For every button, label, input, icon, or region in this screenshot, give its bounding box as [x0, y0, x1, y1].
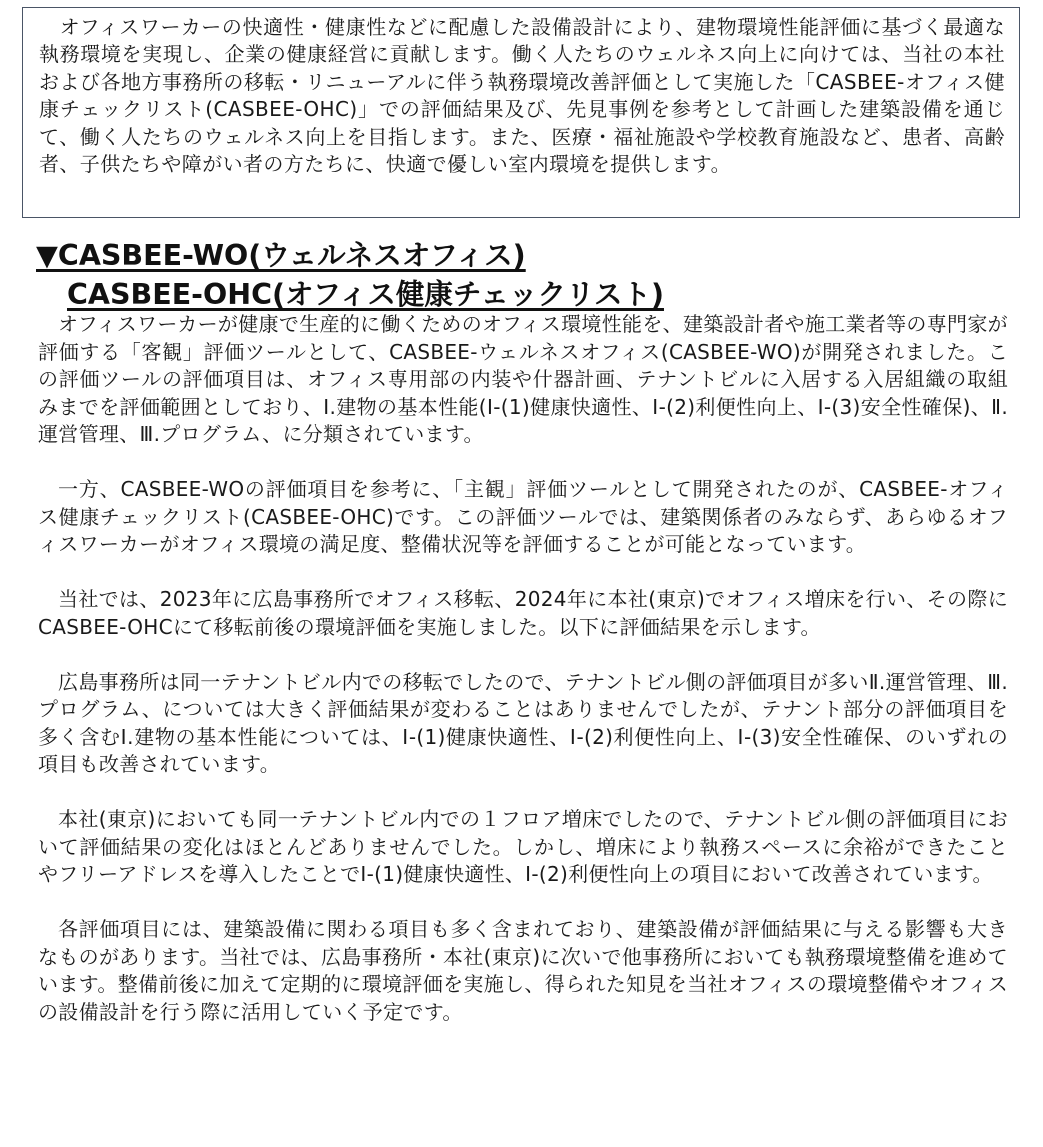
paragraph-company-evaluation: 当社では、2023年に広島事務所でオフィス移転、2024年に本社(東京)でオフィス増床を行い、その際にCASBEE-OHCにて移転前後の環境評価を実施しました。以下に評価結果を示します。 [38, 587, 1008, 639]
intro-text: オフィスワーカーの快適性・健康性などに配慮した設備設計により、建物環境性能評価に基づく最適な執務環境を実現し、企業の健康経営に貢献します。働く人たちのウェルネス向上に向けては、当社の本社および各地方事務所の移転・リニューアルに伴う執務環境改善評価として実施した「CASBEE-オフィス健康チェックリスト(CASBEE-OHC)」での評価結果及び、先見事例を参考として計画した建築設備を通じて、働く人たちのウェルネス向上を目指します。また、医療・福祉施設や学校教育施設など、患者、高齢者、子供たちや障がい者の方たちに、快適で優しい室内環境を提供します。 [39, 15, 1005, 177]
paragraph-future-plans: 各評価項目には、建築設備に関わる項目も多く含まれており、建築設備が評価結果に与える影響も大きなものがあります。当社では、広島事務所・本社(東京)に次いで他事務所においても執務環境整備を進めています。整備前後に加えて定期的に環境評価を実施し、得られた知見を当社オフィスの環境整備やオフィスの設備設計を行う際に活用していく予定です。 [38, 917, 1008, 1024]
paragraph-casbee-wo: オフィスワーカーが健康で生産的に働くためのオフィス環境性能を、建築設計者や施工業者等の専門家が評価する「客観」評価ツールとして、CASBEE-ウェルネスオフィス(CASBEE-WO)が開発されました。この評価ツールの評価項目は、オフィス専用部の内装や什器計画、テナントビルに入居する入居組織の取組みまでを評価範囲としており、Ⅰ.建物の基本性能(Ⅰ-(1)健康快適性、Ⅰ-(2)利便性向上、Ⅰ-(3)安全性確保)、Ⅱ.運営管理、Ⅲ.プログラム、に分類されています。 [38, 312, 1008, 446]
intro-box [22, 7, 1020, 218]
paragraph-head-office: 本社(東京)においても同一テナントビル内での１フロア増床でしたので、テナントビル側の評価項目において評価結果の変化はほとんどありませんでした。しかし、増床により執務スペースに余裕ができたことやフリーアドレスを導入したことでⅠ-(1)健康快適性、Ⅰ-(2)利便性向上の項目において改善されています。 [38, 807, 1008, 886]
body-text [38, 311, 1008, 1026]
paragraph-casbee-ohc: 一方、CASBEE-WOの評価項目を参考に、「主観」評価ツールとして開発されたのが、CASBEE-オフィス健康チェックリスト(CASBEE-OHC)です。この評価ツールでは、建築関係者のみならず、あらゆるオフィスワーカーがオフィス環境の満足度、整備状況等を評価することが可能となっています。 [38, 477, 1008, 556]
section-heading-line1: ▼CASBEE-WO(ウェルネスオフィス) [36, 239, 526, 272]
section-heading [36, 236, 664, 314]
paragraph-hiroshima-office: 広島事務所は同一テナントビル内での移転でしたので、テナントビル側の評価項目が多いⅡ.運営管理、Ⅲ.プログラム、については大きく評価結果が変わることはありませんでしたが、テナント部分の評価項目を多く含むⅠ.建物の基本性能については、Ⅰ-(1)健康快適性、Ⅰ-(2)利便性向上、Ⅰ-(3)安全性確保、のいずれの項目も改善されています。 [38, 669, 1008, 776]
section-heading-line2: CASBEE-OHC(オフィス健康チェックリスト) [67, 278, 664, 311]
